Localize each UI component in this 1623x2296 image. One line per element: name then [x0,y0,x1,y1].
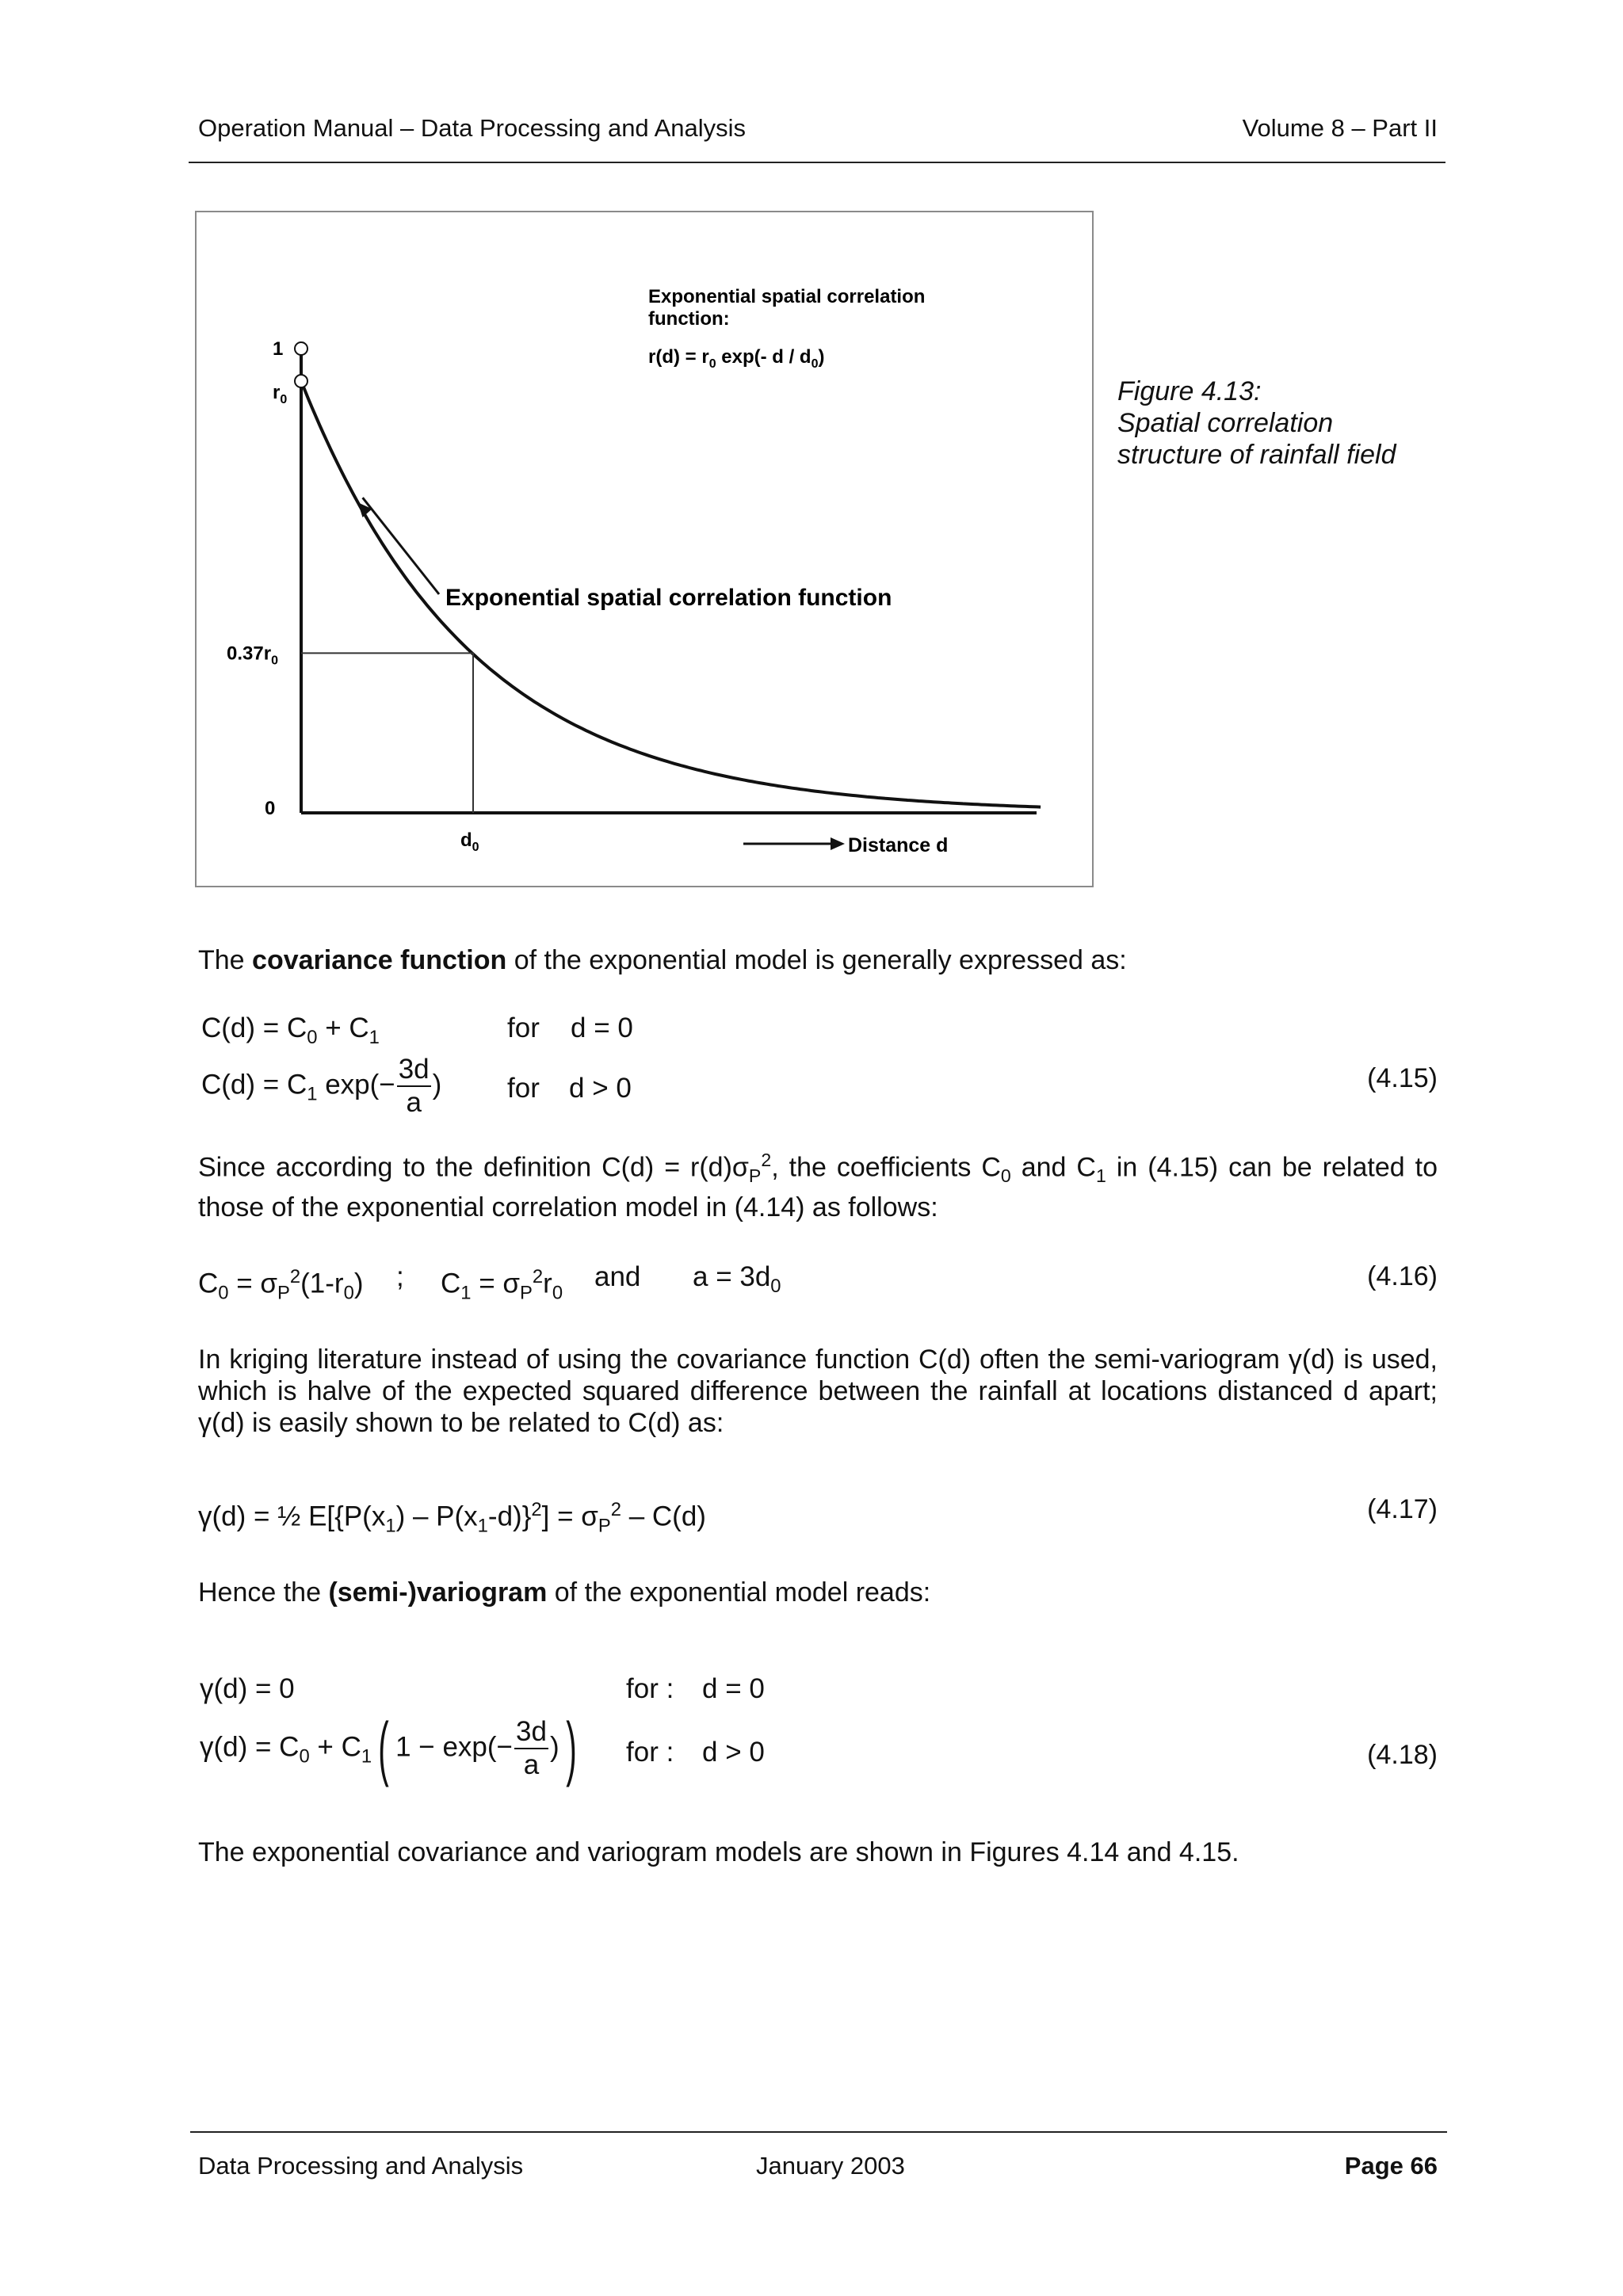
d0-reference-lines [301,653,473,813]
paragraph-figures-reference: The exponential covariance and variogram models are shown in Figures 4.14 and 4.15. [198,1837,1239,1867]
annotation-leader-line [363,498,439,594]
header-right: Volume 8 – Part II [1242,114,1438,142]
figure-formula: $r(d) = r_0$ exp(- d / $d_0$) [648,346,825,371]
eq-4-15-line1-lhs: $C(d) = C_0 + C_1$ [201,1013,380,1048]
figure-title-line2: function: [648,308,730,330]
eq-4-16-and: and [594,1261,641,1292]
eq-4-15-line2-for: for [507,1073,540,1104]
eq-4-16-c1: $C_1 = \sigma_P^2r_0$ [441,1266,563,1304]
footer-page-number: Page 66 [1344,2152,1438,2180]
eq-4-16-separator: ; [396,1261,404,1292]
eq-4-15-number: (4.15) [1367,1063,1438,1093]
eq-4-18-line1-cond: d = 0 [702,1673,765,1704]
footer-left: Data Processing and Analysis [198,2152,524,2180]
figure-4-13 [195,211,1094,887]
eq-4-15-line2-cond: d > 0 [569,1073,632,1104]
y-tick-r0: $r_0$ [273,382,288,407]
eq-4-18-line1-lhs: γ(d) = 0 [200,1673,295,1704]
y-tick-1: 1 [273,338,284,360]
eq-4-17: γ(d) = ½ $E[\{P(x_1) - P(x_1-d)\}^2] = \sigma_P^2 - C(d)$ [198,1499,706,1537]
x-tick-d0: $d_0$ [460,830,479,854]
paragraph-definition: Since according to the definition $C(d) = r(d)\sigma_P^2$, the coefficients $C_0$ and $C_1$ in (4.15) can be related to those of the exponential correlation model in (4.14) as follows: [198,1150,1438,1223]
eq-4-15-fraction: $\frac{3d}{a}$ [398,1054,430,1118]
annotation-arrow-head [358,502,372,517]
footer-center: January 2003 [756,2152,905,2180]
eq-4-18-line1-for: for : [626,1673,674,1704]
marker-1 [295,342,307,355]
caption-line2: Spatial correlation [1117,408,1334,438]
paragraph-kriging: In kriging literature instead of using the covariance function C(d) often the semi-variogram γ(d) is used, which is halve of the expected squared difference between the rainfall at locations distanced d apart; γ(d) is easily shown to be related to C(d) as: [198,1344,1438,1438]
correlation-chart [197,212,1092,886]
y-tick-037r0: $0.37r_0$ [227,643,278,668]
header-rule [189,162,1445,163]
caption-line3: structure of rainfall field [1117,440,1396,470]
eq-4-16-a: $a = 3d_0$ [693,1261,781,1297]
eq-4-18-number: (4.18) [1367,1740,1438,1770]
paragraph-variogram-intro: Hence the (semi-)variogram of the exponential model reads: [198,1577,931,1608]
footer-rule [190,2131,1447,2133]
eq-4-18-line2-cond: d > 0 [702,1737,765,1768]
eq-4-18-line2-lhs: $\gamma(d) = C_0 + C_1$( 1 − exp(− $\frac{3d}{a}$ )) [200,1709,577,1788]
marker-r0 [295,375,307,387]
distance-arrow-head [831,837,845,850]
eq-4-15-line1-cond: d = 0 [571,1013,633,1043]
figure-caption [1117,376,1450,471]
eq-4-15-line2-lhs: $C(d) = C_1$ exp(− $\frac{3d}{a}$ ) [201,1054,442,1118]
paragraph-covariance-intro: The covariance function of the exponential model is generally expressed as: [198,945,1127,975]
caption-line1: Figure 4.13: [1117,376,1262,406]
header-left: Operation Manual – Data Processing and Analysis [198,114,747,142]
eq-4-16-number: (4.16) [1367,1261,1438,1291]
eq-4-18-line2-for: for : [626,1737,674,1768]
curve-annotation: Exponential spatial correlation function [445,585,892,611]
eq-4-18-fraction: $\frac{3d}{a}$ [516,1716,547,1780]
eq-4-16-c0: $C_0 = \sigma_P^2(1-r_0)$ [198,1266,364,1304]
y-tick-0: 0 [265,798,276,819]
eq-4-17-number: (4.17) [1367,1494,1438,1524]
figure-title-line1: Exponential spatial correlation [648,286,926,307]
eq-4-15-line1-for: for [507,1013,540,1043]
x-axis-label: Distance d [848,834,949,856]
